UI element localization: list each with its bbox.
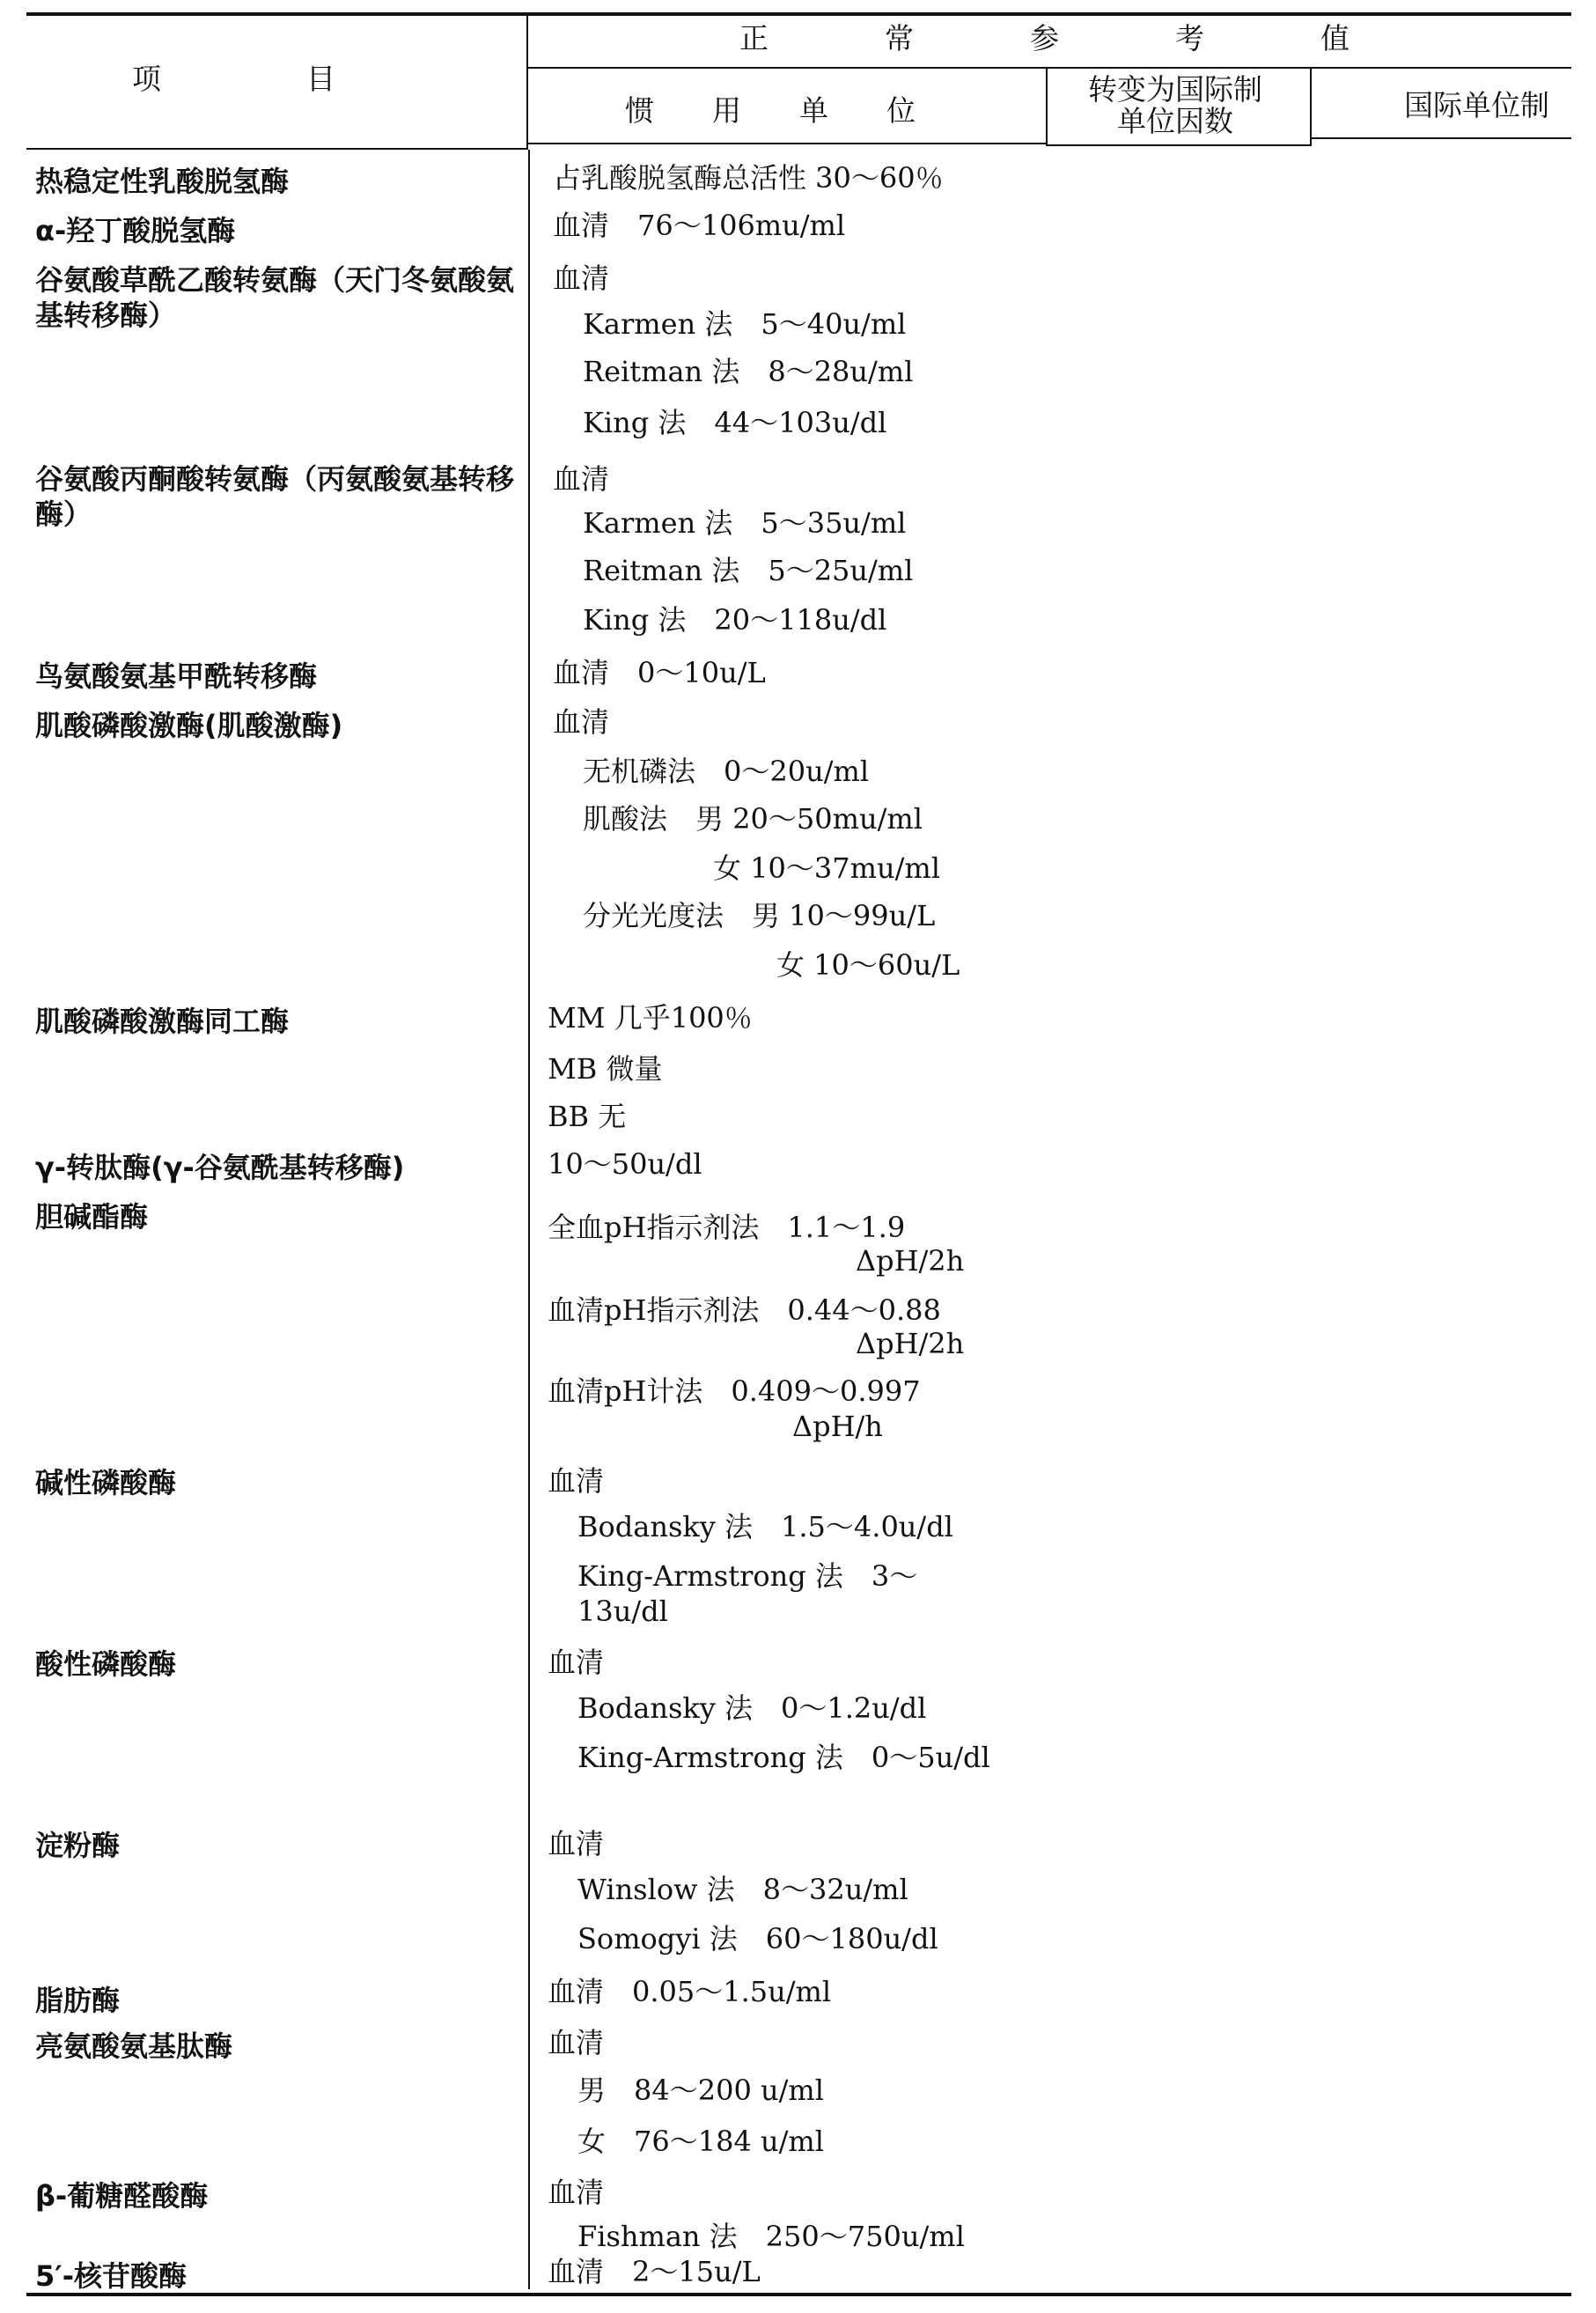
row-item-name: 5′-核苷酸酶 (35, 2259, 187, 2293)
row-item-name: β-葡糖醛酸酶 (35, 2179, 209, 2213)
row-value-line: 血清 (548, 2176, 605, 2209)
row-item-name: γ-转肽酶(γ-谷氨酰基转移酶) (35, 1151, 405, 1184)
row-item-name: 鸟氨酸氨基甲酰转移酶 (35, 659, 318, 693)
header-item: 项 目 (132, 62, 335, 96)
row-value-line: 分光光度法 男 10～99u/L (583, 899, 936, 932)
header-bottom-rule-4 (1312, 137, 1571, 139)
row-item-name: 谷氨酸丙酮酸转氨酶（丙氨酸氨基转移酶） (35, 462, 515, 531)
row-value-line: 血清 0～10u/L (553, 656, 766, 689)
row-value-line: 血清pH指示剂法 0.44～0.88 (548, 1293, 941, 1327)
row-value-line: ΔpH/2h (856, 1244, 965, 1278)
body-column-rule (528, 150, 530, 2289)
row-item-name: 酸性磷酸酶 (35, 1647, 177, 1681)
row-value-line: Reitman 法 5～25u/ml (583, 554, 914, 587)
row-value-line: 血清 (553, 705, 610, 739)
row-value-line: 全血pH指示剂法 1.1～1.9 (548, 1211, 906, 1244)
row-item-name: 淀粉酶 (35, 1829, 121, 1862)
row-value-line: King-Armstrong 法 3～13u/dl (577, 1559, 918, 1628)
row-value-line: 女 10～60u/L (776, 948, 960, 982)
row-value-line: 血清 (548, 1827, 605, 1860)
row-value-line: Somogyi 法 60～180u/dl (577, 1922, 938, 1956)
row-value-line: Bodansky 法 1.5～4.0u/dl (577, 1510, 953, 1543)
row-value-line: Karmen 法 5～40u/ml (583, 307, 907, 341)
row-value-line: 血清 (553, 462, 610, 496)
row-value-line: MM 几乎100％ (548, 1001, 753, 1035)
column-rule-factor (1046, 67, 1048, 146)
row-value-line: ΔpH/h (792, 1410, 883, 1443)
row-value-line: Winslow 法 8～32u/ml (577, 1873, 908, 1906)
row-value-line: 男 84～200 u/ml (577, 2074, 824, 2107)
row-value-line: ΔpH/2h (856, 1327, 965, 1360)
row-value-line: King 法 20～118u/dl (583, 603, 887, 637)
row-value-line: Fishman 法 250～750u/ml (577, 2220, 965, 2253)
row-item-name: 脂肪酶 (35, 1984, 121, 2017)
row-item-name: 胆碱酯酶 (35, 1200, 149, 1234)
row-value-line: 血清 0.05～1.5u/ml (548, 1975, 832, 2008)
row-item-name: 谷氨酸草酰乙酸转氨酶（天门冬氨酸氨基转移酶） (35, 263, 515, 332)
row-value-line: 无机磷法 0～20u/ml (583, 755, 870, 788)
row-value-line: MB 微量 (548, 1052, 663, 1086)
row-value-line: 女 76～184 u/ml (577, 2125, 824, 2158)
header-bottom-rule-3 (1048, 144, 1310, 146)
header-si-units: 国际单位制 (1404, 88, 1549, 122)
bottom-rule (26, 2293, 1571, 2296)
row-item-name: 碱性磷酸酶 (35, 1466, 177, 1499)
header-group-rule (528, 67, 1571, 69)
row-value-line: 女 10～37mu/ml (713, 851, 940, 885)
row-item-name: α-羟丁酸脱氢酶 (35, 214, 236, 247)
row-item-name: 热稳定性乳酸脱氢酶 (35, 165, 290, 198)
row-item-name: 肌酸磷酸激酶同工酶 (35, 1005, 290, 1038)
header-conventional-units: 惯 用 单 位 (625, 93, 916, 128)
top-rule (26, 12, 1571, 16)
header-si-factor: 转变为国际制单位因数 (1088, 72, 1262, 138)
row-item-name: 肌酸磷酸激酶(肌酸激酶) (35, 709, 343, 742)
row-value-line: Karmen 法 5～35u/ml (583, 506, 907, 540)
row-value-line: 血清 (548, 1646, 605, 1679)
row-value-line: 10～50u/dl (548, 1147, 702, 1181)
row-value-line: 血清 (553, 262, 610, 295)
row-value-line: 血清 (548, 1464, 605, 1498)
row-value-line: 血清pH计法 0.409～0.997 (548, 1374, 921, 1408)
row-item-name: 亮氨酸氨基肽酶 (35, 2029, 233, 2063)
row-value-line: King-Armstrong 法 0～5u/dl (577, 1741, 990, 1774)
row-value-line: BB 无 (548, 1100, 627, 1133)
row-value-line: 血清 (548, 2026, 605, 2059)
header-bottom-rule-2 (528, 143, 1046, 144)
row-value-line: 血清 76～106mu/ml (553, 209, 846, 242)
header-bottom-rule-1 (26, 148, 528, 150)
row-value-line: Bodansky 法 0～1.2u/dl (577, 1691, 927, 1725)
column-rule-item (526, 12, 528, 150)
row-value-line: Reitman 法 8～28u/ml (583, 355, 914, 388)
row-value-line: 血清 2～15u/L (548, 2255, 761, 2288)
row-value-line: 肌酸法 男 20～50mu/ml (583, 802, 923, 836)
header-group: 正 常 参 考 值 (739, 21, 1350, 55)
row-value-line: King 法 44～103u/dl (583, 406, 887, 439)
row-value-line: 占乳酸脱氢酶总活性 30～60％ (553, 161, 944, 195)
column-rule-si (1310, 67, 1312, 146)
